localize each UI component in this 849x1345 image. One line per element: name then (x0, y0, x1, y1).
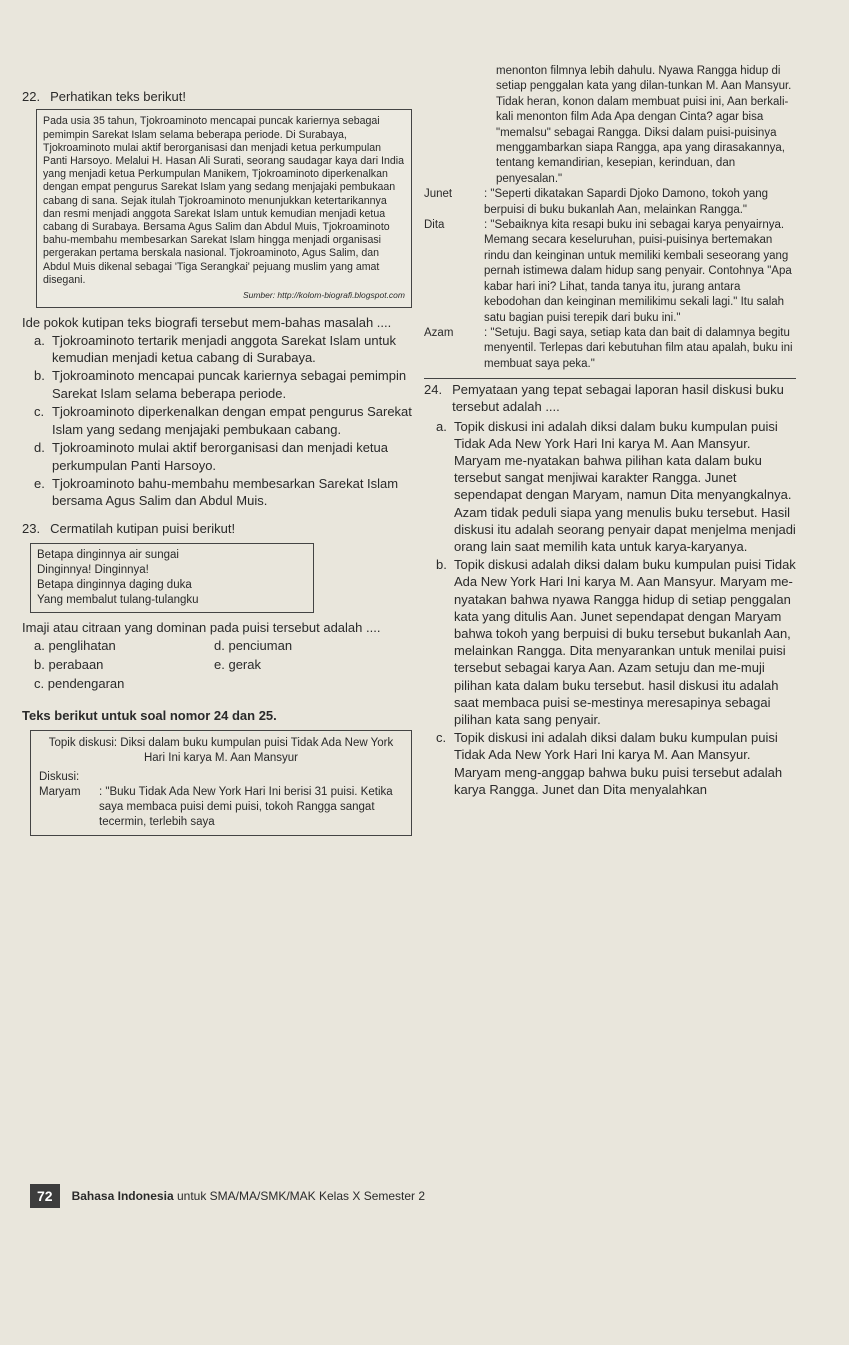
question-23-text: Imaji atau citraan yang dominan pada puisi tersebut adalah .... (22, 620, 381, 636)
option-e[interactable]: e. Tjokroaminoto bahu-membahu membesarkan Sarekat Islam bersama Agus Salim dan Abdul Muis. (34, 475, 399, 509)
question-24-options (424, 418, 796, 798)
poem-line: Dinginnya! Dinginnya! (37, 564, 149, 577)
question-number: 22. (22, 89, 41, 104)
dialog-junet: Junet : "Seperti dikatakan Sapardi Djoko Damono, tokoh yang berpuisi di buku bukanlah Aan, melainkan Rangga." (424, 188, 769, 216)
biography-passage-box (36, 109, 412, 308)
section-title: Teks berikut untuk soal nomor 24 dan 25. (22, 707, 277, 723)
question-23-options (22, 637, 412, 693)
question-22-text: Ide pokok kutipan teks biografi tersebut mem-bahas masalah .... (22, 315, 392, 331)
question-22-header (22, 88, 412, 105)
biography-passage: Pada usia 35 tahun, Tjokroaminoto mencapai puncak kariernya sebagai pemimpin Sarekat Islam selama beberapa periode. Di Surabaya, Tjokroaminoto mulai aktif berorganisasi dan menjadi ketua perkumpulan Panti Harsoyo. Melalui H. Hasan Ali Surati, seorang saudagar kaya dari India yang menjadi ketua Perkumpulan Manikem, Tjokroaminoto diperkenalkan dengan empat pengurus Sarekat Islam yang sedang menjajaki pembukaan cabang di sana. Sejak itulah Tjokroaminoto menunjukkan ketertarikannya dan resmi menjadi anggota Sarekat Islam untuk kemudian menjadi ketua cabang di Surabaya. Bersama Agus Salim dan Abdul Muis, Tjokroaminoto bahu-membahu membesarkan Sarekat Islam hingga menjadi organisasi pergerakan pertama berskala nasional. Tjokroaminoto, Agus Salim, dan Abdul Muis dikenal sebagai 'Tiga Serangkai' pejuang muslim yang amat disegani. (43, 115, 404, 286)
question-number: 23. (22, 520, 41, 536)
option-c[interactable]: c. Tjokroaminoto diperkenalkan dengan empat pengurus Sarekat Islam yang sedang menjajaki pembukaan cabang. (34, 404, 412, 437)
question-instruction: Cermatilah kutipan puisi berikut! (50, 520, 236, 536)
question-instruction: Perhatikan teks berikut! (50, 89, 186, 104)
dialog-continuation: menonton filmnya lebih dahulu. Nyawa Rangga hidup di setiap penggalan kata yang dilan-tunkan M. Aan Mansyur. Tidak heran, konon dalam membuat puisi ini, Aan berkali-kali menonton film Ada Apa dengan Cinta? agar bisa "memalsu" sebagai Rangga. Diksi dalam puisi-puisinya menggambarkan siapa Rangga, apa yang dirasakannya, tentang kemandirian, kesepian, kerinduan, dan penyesalan." (496, 65, 792, 185)
page-number: 72 (30, 1184, 60, 1208)
poem-line: Betapa dinginnya air sungai (37, 549, 179, 562)
question-24-header (424, 378, 796, 415)
option-a[interactable]: a. penglihatan (34, 637, 116, 653)
right-column (424, 64, 796, 799)
book-subtitle: untuk SMA/MA/SMK/MAK Kelas X Semester 2 (176, 1189, 426, 1203)
option-a[interactable]: a. Tjokroaminoto tertarik menjadi anggota Sarekat Islam untuk kemudian menjadi ketua cabang di Surabaya. (34, 332, 396, 366)
question-22-options (22, 332, 412, 510)
option-d[interactable]: d. penciuman (214, 637, 293, 653)
dialog-azam: Azam : "Setuju. Bagi saya, setiap kata dan bait di dalamnya begitu menyentil. Terlepas dari kebutuhan film atau apalah, buku ini membuat saya peka." (424, 326, 793, 370)
page-footer (30, 1184, 425, 1208)
poem-box (30, 543, 314, 613)
discussion-box (30, 730, 412, 836)
option-b[interactable]: b. perabaan (34, 656, 104, 672)
option-b[interactable]: b. Topik diskusi adalah diksi dalam buku kumpulan puisi Tidak Ada New York Hari Ini karya M. Aan Mansyur. Maryam me-nyatakan bahwa nyawa Rangga hidup di setiap penggalan kata yang ditulis Aan. Junet sependapat dengan Maryam bahwa tokoh yang berpuisi di buku tersebut bukanlah Aan, melainkan Rangga. Dita menyarankan untuk menilai puisi tersebut sebagai karya Aan. Azam setuju dan me-muji pilihan kata dalam buku tersebut. hasil diskusi itu adalah saat membaca puisi se-mestinya meresapinya sebagai pilihan kata sang penyair. (436, 557, 796, 727)
question-23-header (22, 520, 412, 537)
question-number: 24. (424, 382, 443, 398)
dialog-list (424, 187, 796, 372)
question-24-text: Pemyataan yang tepat sebagai laporan hasil diskusi buku tersebut adalah .... (452, 382, 784, 415)
poem-line: Yang membalut tulang-tulangku (37, 594, 199, 607)
discussion-label: Diskusi: (39, 771, 80, 784)
discussion-topic: Topik diskusi: Diksi dalam buku kumpulan puisi Tidak Ada New York Hari Ini karya M. Aan Mansyur (48, 737, 394, 765)
dialog-dita: Dita : "Sebaiknya kita resapi buku ini sebagai karya penyairnya. Memang secara keseluruhan, puisi-puisinya bertemakan rindu dan keinginan untuk memiliki kembali seseorang yang pernah istimewa dalam hidup sang penyair. Contohnya "Apa kabar hari ini? Lihat, tanda tanya itu, jurang antara kebodohan dan keinginan memilikimu sekali lagi." Itu salah satu bagian puisi terepik dari buku ini." (424, 219, 792, 324)
left-column (22, 88, 412, 836)
option-c[interactable]: c. pendengaran (34, 676, 125, 692)
option-d[interactable]: d. Tjokroaminoto mulai aktif berorganisasi dan menjadi ketua perkumpulan Panti Harsoyo. (34, 440, 389, 473)
option-b[interactable]: b. Tjokroaminoto mencapai puncak kariernya sebagai pemimpin Sarekat Islam selama beberapa periode. (34, 368, 407, 401)
source-citation: Sumber: http://kolom-biografi.blogspot.com (242, 290, 405, 301)
option-e[interactable]: e. gerak (214, 656, 261, 672)
option-a[interactable]: a. Topik diskusi ini adalah diksi dalam buku kumpulan puisi Tidak Ada New York Hari Ini karya M. Aan Mansyur. Maryam me-nyatakan bahwa pilihan kata dalam buku tersebut sangat menjiwai karakter Rangga. Junet sependapat dengan Maryam, namun Dita menyangkalnya. Azam tidak peduli siapa yang menulis buku tersebut. Hasil diskusi itu adalah seorang penyair dapat menjelma menjadi orang lain saat memilih kata untuk karya-karyanya. (436, 418, 796, 554)
book-title: Bahasa Indonesia (71, 1189, 174, 1203)
poem-line: Betapa dinginnya daging duka (37, 579, 192, 592)
dialog-maryam: Maryam : "Buku Tidak Ada New York Hari Ini berisi 31 puisi. Ketika saya membaca puisi demi puisi, tokoh Rangga sangat tecermin, terlebih saya (39, 786, 393, 829)
option-c[interactable]: c. Topik diskusi ini adalah diksi dalam buku kumpulan puisi Tidak Ada New York Hari Ini karya M. Aan Mansyur. Maryam meng-anggap bahwa buku puisi tersebut adalah karya Rangga. Junet dan Dita menyalahkan (436, 730, 783, 797)
